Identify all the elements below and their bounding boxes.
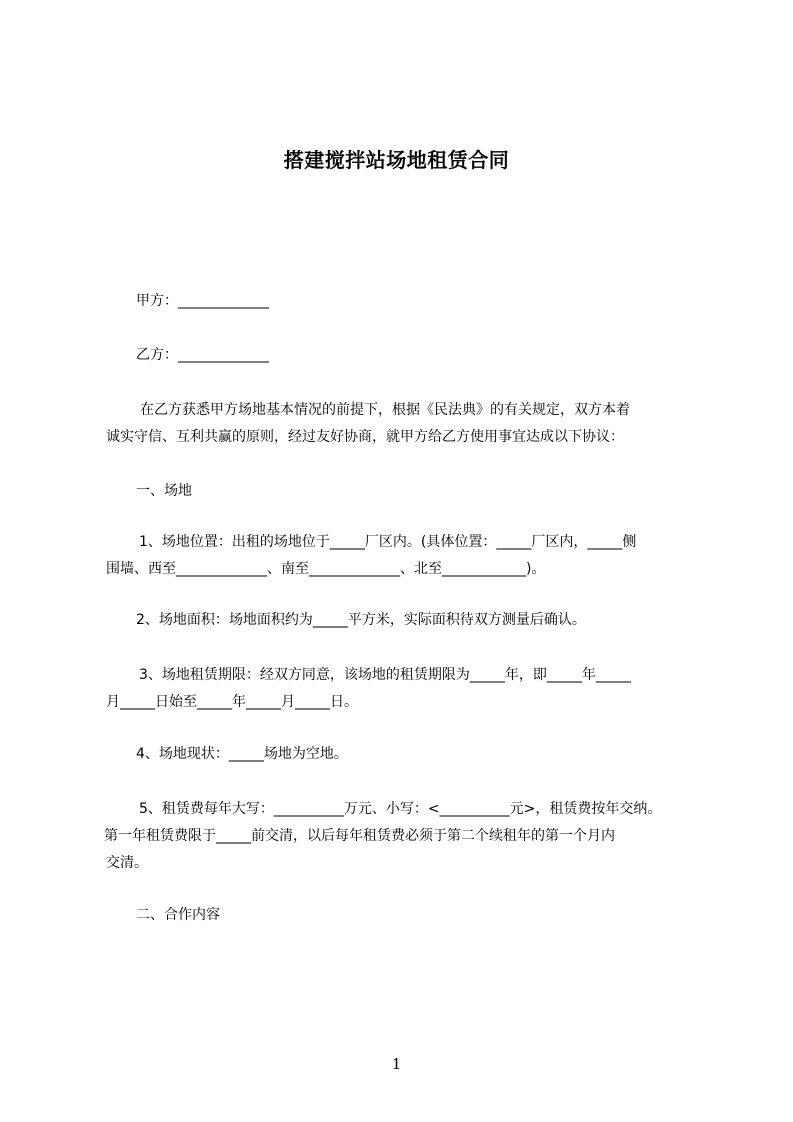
intro-line-1: 在乙方获悉甲方场地基本情况的前提下，根据《民法典》的有关规定，双方本着 xyxy=(140,402,630,418)
clause-2-line: 2、场地面积：场地面积约为_____平方米，实际面积待双方测量后确认。 xyxy=(136,612,586,628)
clause-5-line-2: 第一年租赁费限于_____前交清，以后每年租赁费必须于第二个续租年的第一个月内 xyxy=(104,828,615,844)
clause-4-line: 4、场地现状：_____场地为空地。 xyxy=(136,746,348,762)
intro-line-2: 诚实守信、互利共赢的原则，经过友好协商，就甲方给乙方使用事宜达成以下协议： xyxy=(106,429,624,445)
document-title: 搭建搅拌站场地租赁合同 xyxy=(283,148,510,172)
clause-3-line-2: 月_____日始至_____年_____月_____日。 xyxy=(106,694,358,710)
clause-5-line-1: 5、租赁费每年大写：__________万元、小写：<__________元>，租赁费按年交纳。 xyxy=(139,801,662,817)
section-heading-site: 一、场地 xyxy=(136,483,192,499)
clause-1-line-2: 围墙、西至_____________、南至_____________、北至____________)。 xyxy=(106,561,546,577)
page-number: 1 xyxy=(391,1055,402,1073)
clause-1-line-1: 1、场地位置：出租的场地位于_____厂区内。(具体位置：_____厂区内，_____侧 xyxy=(139,534,637,550)
party-b-line: 乙方：_____________ xyxy=(136,347,269,363)
clause-5-line-3: 交清。 xyxy=(106,855,148,871)
clause-3-line-1: 3、场地租赁期限：经双方同意，该场地的租赁期限为_____年，即_____年_____ xyxy=(139,667,631,683)
section-heading-cooperation: 二、合作内容 xyxy=(136,907,220,923)
party-a-line: 甲方：_____________ xyxy=(136,293,269,309)
